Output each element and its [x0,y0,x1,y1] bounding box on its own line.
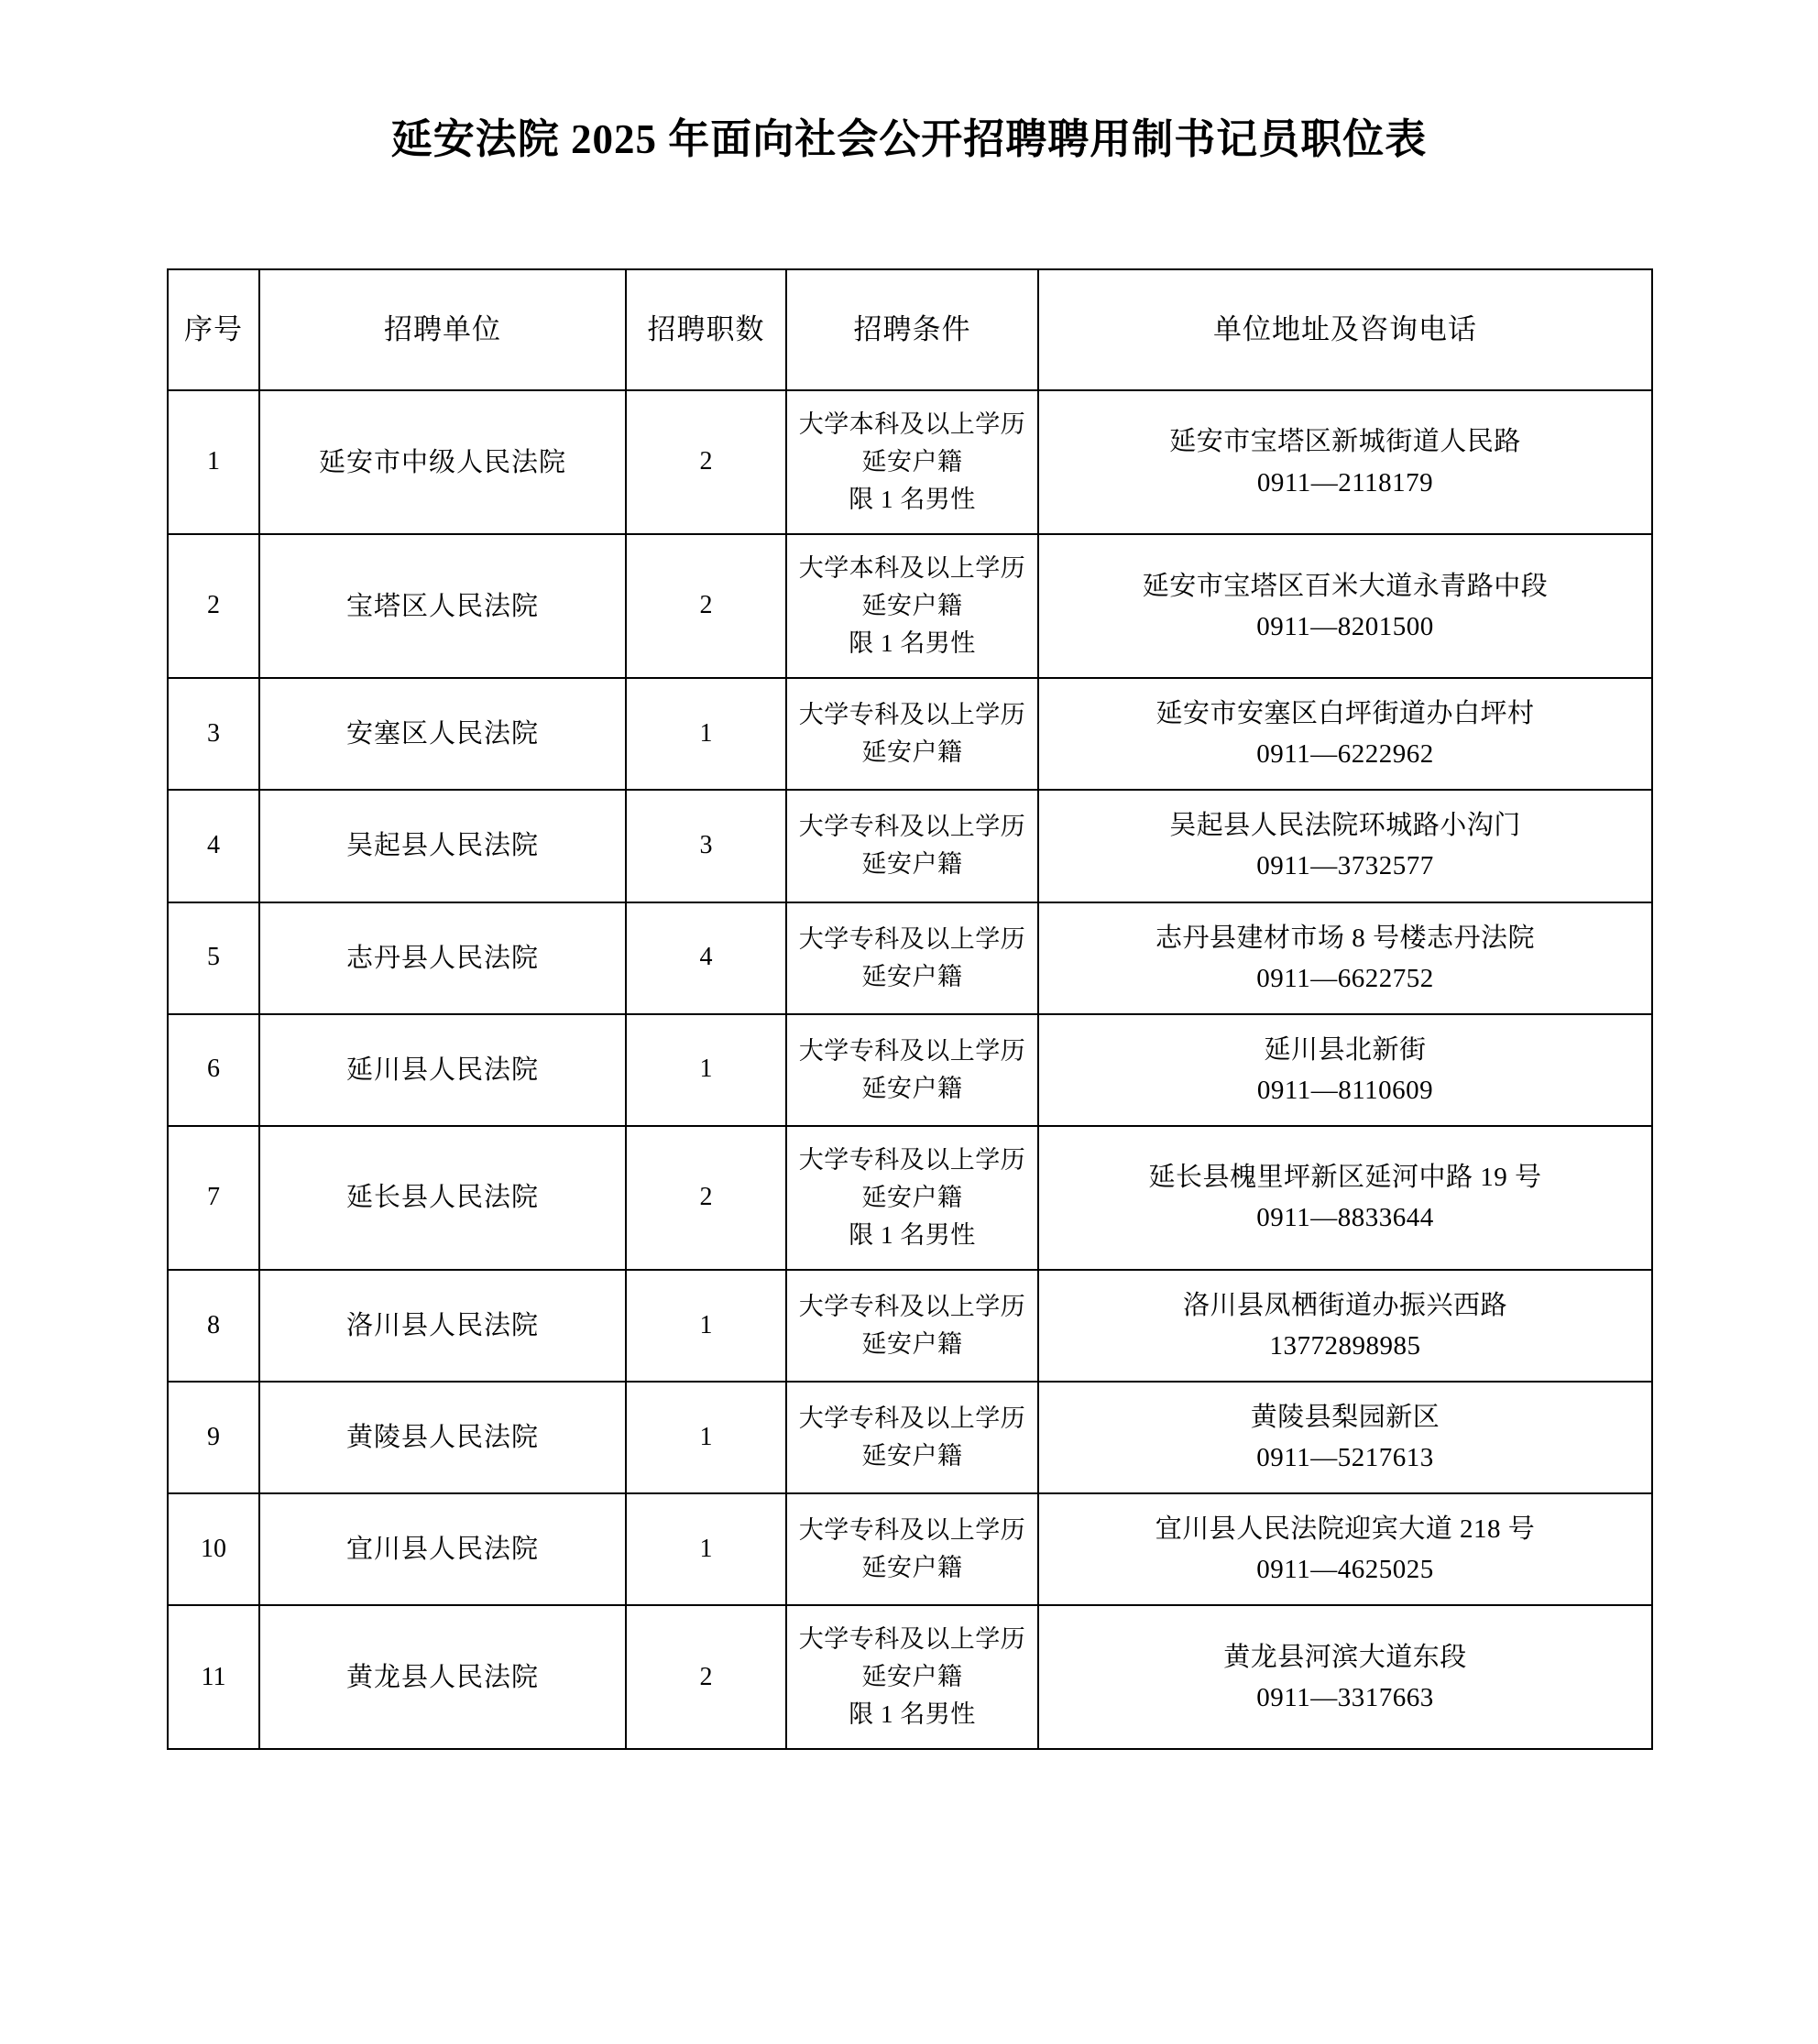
condition-line: 延安户籍 [861,1329,963,1358]
cell-unit: 志丹县人民法院 [259,902,626,1014]
cell-unit: 黄龙县人民法院 [259,1605,626,1749]
column-header-conditions: 招聘条件 [786,269,1038,390]
condition-line: 大学专科及以上学历 [798,1405,1026,1433]
condition-line: 延安户籍 [861,1663,963,1691]
cell-seq: 3 [168,678,259,790]
phone-line: 0911—8201500 [1256,611,1434,641]
address-line: 宜川县人民法院迎宾大道 218 号 [1155,1514,1536,1545]
column-header-unit: 招聘单位 [259,269,626,390]
column-header-count: 招聘职数 [626,269,786,390]
cell-seq: 11 [168,1605,259,1749]
condition-line: 限 1 名男性 [849,1700,976,1729]
cell-unit: 安塞区人民法院 [259,678,626,790]
cell-unit: 延川县人民法院 [259,1014,626,1126]
cell-count: 1 [626,1014,786,1126]
cell-seq: 4 [168,790,259,902]
cell-seq: 10 [168,1493,259,1605]
cell-count: 1 [626,1382,786,1493]
table-body [168,390,1652,1749]
address-line: 延安市安塞区白坪街道办白坪村 [1155,699,1535,729]
condition-line: 延安户籍 [861,1183,963,1211]
condition-line: 限 1 名男性 [849,1220,976,1249]
address-line: 黄陵县梨园新区 [1250,1403,1440,1433]
condition-line: 延安户籍 [861,448,963,476]
cell-address [1038,1126,1652,1270]
condition-line: 延安户籍 [861,962,963,990]
cell-count: 1 [626,1493,786,1605]
cell-seq: 5 [168,902,259,1014]
table-row [168,390,1652,534]
condition-line: 大学专科及以上学历 [798,1292,1026,1320]
address-line: 延安市宝塔区新城街道人民路 [1169,427,1521,457]
cell-unit: 宝塔区人民法院 [259,534,626,678]
cell-unit: 宜川县人民法院 [259,1493,626,1605]
condition-line: 延安户籍 [861,738,963,767]
table-header-row [168,269,1652,390]
condition-line: 延安户籍 [861,1442,963,1470]
table-row [168,1270,1652,1382]
cell-address [1038,1014,1652,1126]
cell-address [1038,678,1652,790]
cell-count: 1 [626,1270,786,1382]
cell-address [1038,390,1652,534]
condition-line: 延安户籍 [861,1074,963,1102]
cell-conditions [786,678,1038,790]
condition-line: 延安户籍 [861,1554,963,1582]
cell-conditions [786,1382,1038,1493]
cell-address [1038,1382,1652,1493]
cell-address [1038,1493,1652,1605]
cell-unit: 延安市中级人民法院 [259,390,626,534]
condition-line: 大学本科及以上学历 [798,410,1026,438]
cell-conditions [786,534,1038,678]
condition-line: 大学专科及以上学历 [798,1516,1026,1545]
phone-line: 0911—8833644 [1256,1203,1434,1233]
cell-address [1038,902,1652,1014]
phone-line: 0911—8110609 [1256,1075,1434,1105]
phone-line: 0911—2118179 [1256,467,1434,497]
cell-seq: 1 [168,390,259,534]
cell-count: 2 [626,534,786,678]
phone-line: 0911—3732577 [1256,851,1434,881]
job-table-container [167,165,1651,1750]
condition-line: 大学本科及以上学历 [798,554,1026,583]
cell-seq: 8 [168,1270,259,1382]
cell-unit: 黄陵县人民法院 [259,1382,626,1493]
table-row [168,678,1652,790]
cell-address [1038,534,1652,678]
cell-conditions [786,1493,1038,1605]
address-line: 延川县北新街 [1264,1034,1427,1065]
condition-line: 限 1 名男性 [849,629,976,658]
cell-conditions [786,1605,1038,1749]
cell-count: 1 [626,678,786,790]
cell-unit: 洛川县人民法院 [259,1270,626,1382]
address-line: 志丹县建材市场 8 号楼志丹法院 [1155,923,1535,953]
table-row [168,1382,1652,1493]
table-row [168,534,1652,678]
condition-line: 延安户籍 [861,850,963,879]
cell-address [1038,1270,1652,1382]
condition-line: 大学专科及以上学历 [798,701,1026,729]
cell-count: 2 [626,1605,786,1749]
cell-conditions [786,790,1038,902]
condition-line: 延安户籍 [861,592,963,620]
table-header [168,269,1652,390]
table-row [168,790,1652,902]
page-title: 延安法院 2025 年面向社会公开招聘聘用制书记员职位表 [390,116,1428,162]
table-row [168,1493,1652,1605]
cell-conditions [786,1014,1038,1126]
phone-line: 13772898985 [1269,1330,1421,1361]
cell-count: 4 [626,902,786,1014]
table-row [168,1605,1652,1749]
phone-line: 0911—4625025 [1256,1555,1434,1585]
condition-line: 大学专科及以上学历 [798,1625,1026,1654]
cell-seq: 9 [168,1382,259,1493]
phone-line: 0911—6622752 [1256,963,1434,993]
address-line: 黄龙县河滨大道东段 [1223,1642,1467,1672]
cell-count: 2 [626,1126,786,1270]
phone-line: 0911—3317663 [1256,1682,1434,1712]
cell-count: 3 [626,790,786,902]
cell-seq: 2 [168,534,259,678]
table-row [168,1126,1652,1270]
cell-unit: 吴起县人民法院 [259,790,626,902]
column-header-address: 单位地址及咨询电话 [1038,269,1652,390]
cell-count: 2 [626,390,786,534]
condition-line: 大学专科及以上学历 [798,813,1026,841]
cell-address [1038,790,1652,902]
cell-conditions [786,1126,1038,1270]
phone-line: 0911—5217613 [1256,1443,1434,1473]
address-line: 吴起县人民法院环城路小沟门 [1169,811,1521,841]
condition-line: 大学专科及以上学历 [798,1036,1026,1065]
cell-address [1038,1605,1652,1749]
cell-seq: 7 [168,1126,259,1270]
table-row [168,1014,1652,1126]
column-header-seq: 序号 [168,269,259,390]
condition-line: 大学专科及以上学历 [798,1145,1026,1174]
job-positions-table [167,268,1653,1750]
cell-unit: 延长县人民法院 [259,1126,626,1270]
address-line: 延长县槐里坪新区延河中路 19 号 [1148,1163,1542,1193]
condition-line: 大学专科及以上学历 [798,924,1026,953]
address-line: 延安市宝塔区百米大道永青路中段 [1142,571,1549,601]
address-line: 洛川县凤栖街道办振兴西路 [1182,1290,1507,1320]
cell-conditions [786,1270,1038,1382]
table-row [168,902,1652,1014]
cell-conditions [786,390,1038,534]
cell-seq: 6 [168,1014,259,1126]
condition-line: 限 1 名男性 [849,486,976,514]
cell-conditions [786,902,1038,1014]
phone-line: 0911—6222962 [1256,739,1434,770]
